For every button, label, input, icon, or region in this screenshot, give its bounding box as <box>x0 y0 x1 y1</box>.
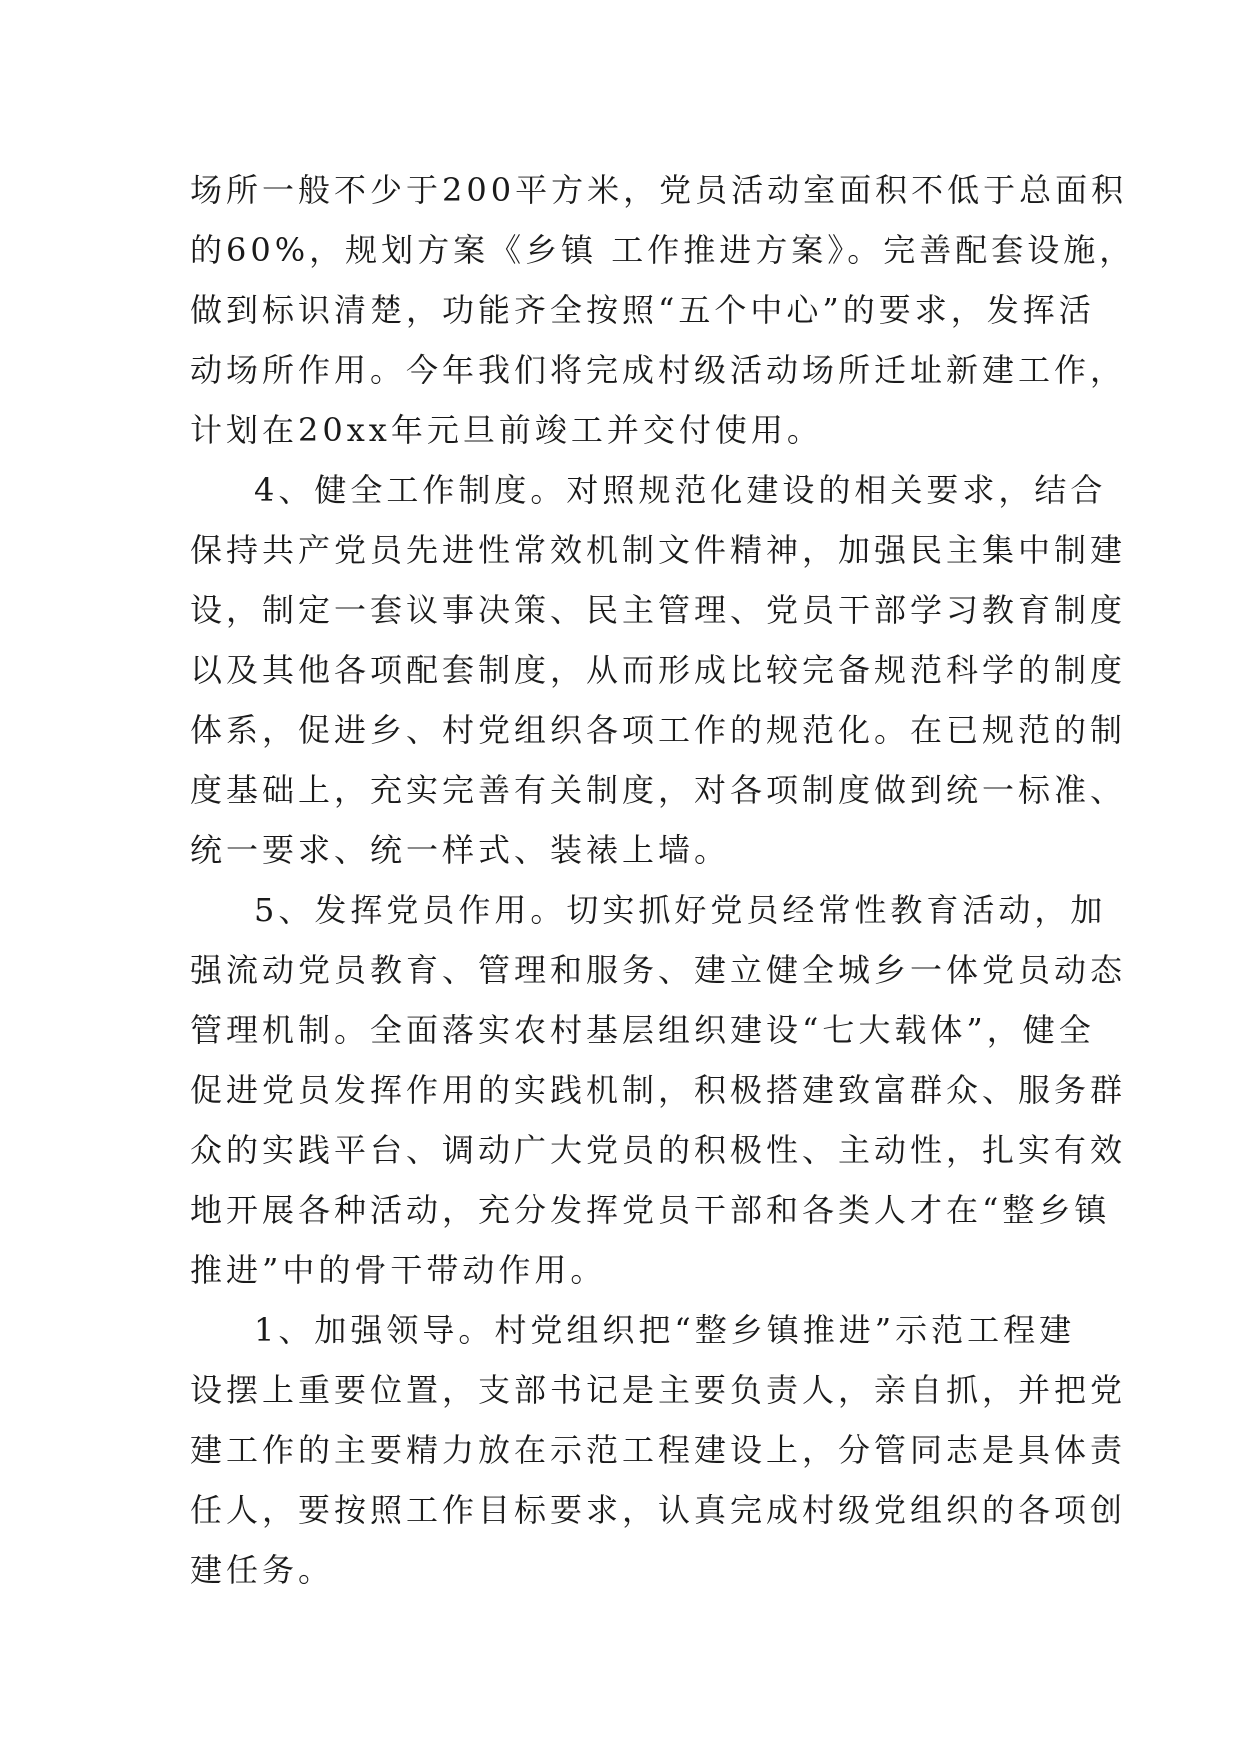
text-line: 场所一般不少于200平方米，党员活动室面积不低于总面积 <box>190 171 1128 209</box>
text-line: 度基础上，充实完善有关制度，对各项制度做到统一标准、 <box>190 771 1127 809</box>
text-line: 任人，要按照工作目标要求，认真完成村级党组织的各项创 <box>190 1491 1127 1529</box>
text-line: 建工作的主要精力放在示范工程建设上，分管同志是具体责 <box>190 1431 1127 1469</box>
text-line: 促进党员发挥作用的实践机制，积极搭建致富群众、服务群 <box>190 1071 1127 1109</box>
text-line: 动场所作用。今年我们将完成村级活动场所迁址新建工作， <box>190 351 1127 389</box>
text-line: 设，制定一套议事决策、民主管理、党员干部学习教育制度 <box>190 591 1127 629</box>
text-line: 体系，促进乡、村党组织各项工作的规范化。在已规范的制 <box>190 711 1127 749</box>
text-line: 强流动党员教育、管理和服务、建立健全城乡一体党员动态 <box>190 951 1127 989</box>
text-line: 计划在20xx年元旦前竣工并交付使用。 <box>190 411 823 449</box>
text-line: 建任务。 <box>190 1551 335 1589</box>
paragraph-start-line: 5、发挥党员作用。切实抓好党员经常性教育活动，加 <box>254 891 1107 929</box>
text-line: 保持共产党员先进性常效机制文件精神，加强民主集中制建 <box>190 531 1127 569</box>
text-line: 设摆上重要位置，支部书记是主要负责人，亲自抓，并把党 <box>190 1371 1127 1409</box>
text-line: 做到标识清楚，功能齐全按照“五个中心”的要求，发挥活 <box>190 291 1095 329</box>
body-text <box>190 160 1136 1600</box>
text-line: 推进”中的骨干带动作用。 <box>190 1251 607 1289</box>
paragraph-start-line: 1、加强领导。村党组织把“整乡镇推进”示范工程建 <box>254 1311 1076 1349</box>
text-line: 地开展各种活动，充分发挥党员干部和各类人才在“整乡镇 <box>190 1191 1111 1229</box>
text-line: 以及其他各项配套制度，从而形成比较完备规范科学的制度 <box>190 651 1127 689</box>
text-line: 管理机制。全面落实农村基层组织建设“七大载体”，健全 <box>190 1011 1095 1049</box>
text-line: 的60%，规划方案《乡镇 工作推进方案》。完善配套设施， <box>190 231 1136 269</box>
paragraph-start-line: 4、健全工作制度。对照规范化建设的相关要求，结合 <box>254 471 1107 509</box>
text-line: 众的实践平台、调动广大党员的积极性、主动性，扎实有效 <box>190 1131 1127 1169</box>
text-line: 统一要求、统一样式、装裱上墙。 <box>190 831 731 869</box>
